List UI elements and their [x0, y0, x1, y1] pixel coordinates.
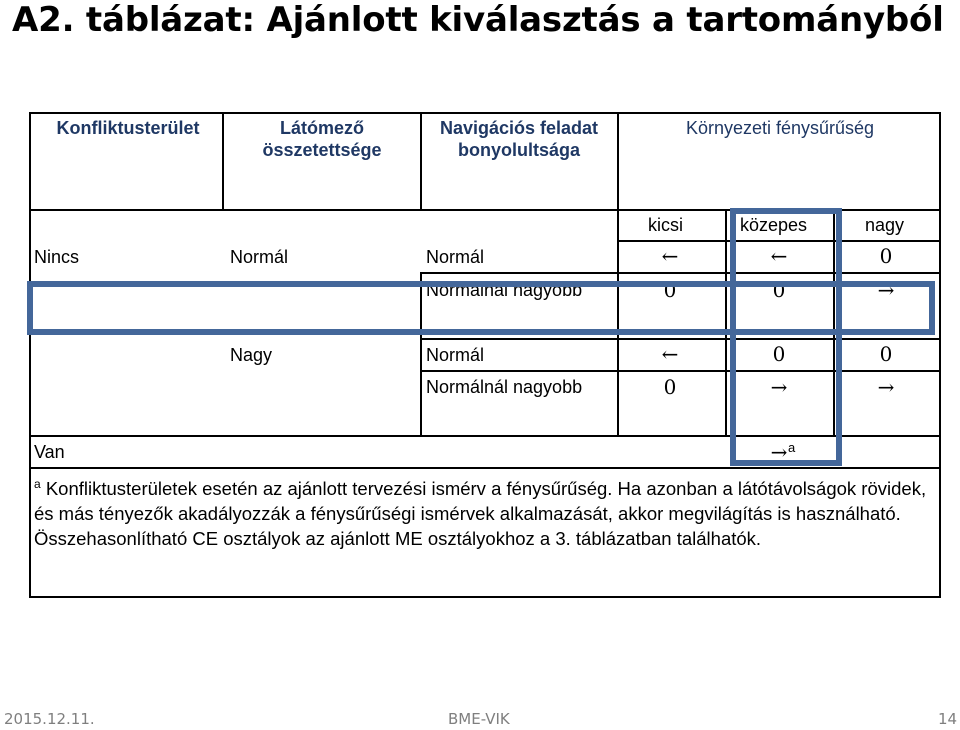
row-nav: Normál: [426, 345, 485, 365]
row-field: Normál: [230, 247, 289, 267]
table-line: [29, 467, 941, 469]
footer-page-number: 14: [938, 710, 958, 728]
table-line: [420, 338, 941, 340]
row-nav: Normál: [426, 247, 485, 267]
row-field: Nagy: [230, 345, 273, 365]
table-line: [617, 112, 619, 436]
zero-value: 0: [772, 342, 786, 366]
footer-center: BME-VIK: [448, 710, 510, 728]
header-field-line2: összetettsége: [262, 140, 382, 160]
right-arrow-icon: →: [770, 375, 788, 399]
right-arrow-icon: →: [877, 375, 895, 399]
table-line: [420, 112, 422, 210]
column-highlight-box: [730, 208, 842, 466]
right-arrow-icon: →: [877, 278, 895, 302]
zero-value: 0: [879, 342, 893, 366]
row-nav: Normálnál nagyobb: [426, 377, 583, 397]
header-navigation-task: [423, 117, 615, 161]
table-line: [420, 272, 941, 274]
zero-value: 0: [879, 244, 893, 268]
subheader-mid: közepes: [740, 215, 808, 235]
header-nav-line1: Navigációs feladat: [439, 118, 599, 138]
left-arrow-icon: ←: [661, 244, 679, 268]
header-conflict-area: Konfliktusterület: [56, 118, 200, 138]
zero-value: 0: [663, 278, 677, 302]
footnote-marker: a: [788, 440, 796, 455]
left-arrow-icon: ←: [770, 244, 788, 268]
row-conflict: Nincs: [34, 247, 80, 267]
zero-value: 0: [663, 375, 677, 399]
zero-value: 0: [772, 278, 786, 302]
header-field-complexity: [226, 117, 418, 161]
row-nav: Normálnál nagyobb: [426, 280, 583, 300]
left-arrow-icon: ←: [661, 342, 679, 366]
row-conflict-van: Van: [34, 442, 65, 462]
header-nav-line2: bonyolultsága: [457, 140, 580, 160]
table-line: [420, 370, 941, 372]
right-arrow-icon: →: [770, 440, 788, 464]
footnote-text: Konfliktusterületek esetén az ajánlott tervezési ismérv a fénysűrűség. Ha azonban a látótávolságok rövidek, és más tényezők akadályozzák a fénysűrűségi ismérvek alkalmazását, akkor megvilágítás is használható. Összehasonlítható CE osztályok az ajánlott ME osztályokhoz a 3. táblázatban találhatók.: [34, 478, 927, 550]
header-ambient-luminance: Környezeti fénysűrűség: [685, 118, 875, 138]
table-line: [222, 112, 224, 210]
subheader-high: nagy: [865, 215, 905, 235]
footnote-sup: a: [34, 477, 41, 491]
table-footnote: [34, 472, 939, 551]
subheader-low: kicsi: [648, 215, 683, 235]
footer-date: 2015.12.11.: [4, 710, 95, 728]
slide-title: A2. táblázat: Ajánlott kiválasztás a tartományból: [12, 0, 944, 40]
header-field-line1: Látómező: [279, 118, 364, 138]
